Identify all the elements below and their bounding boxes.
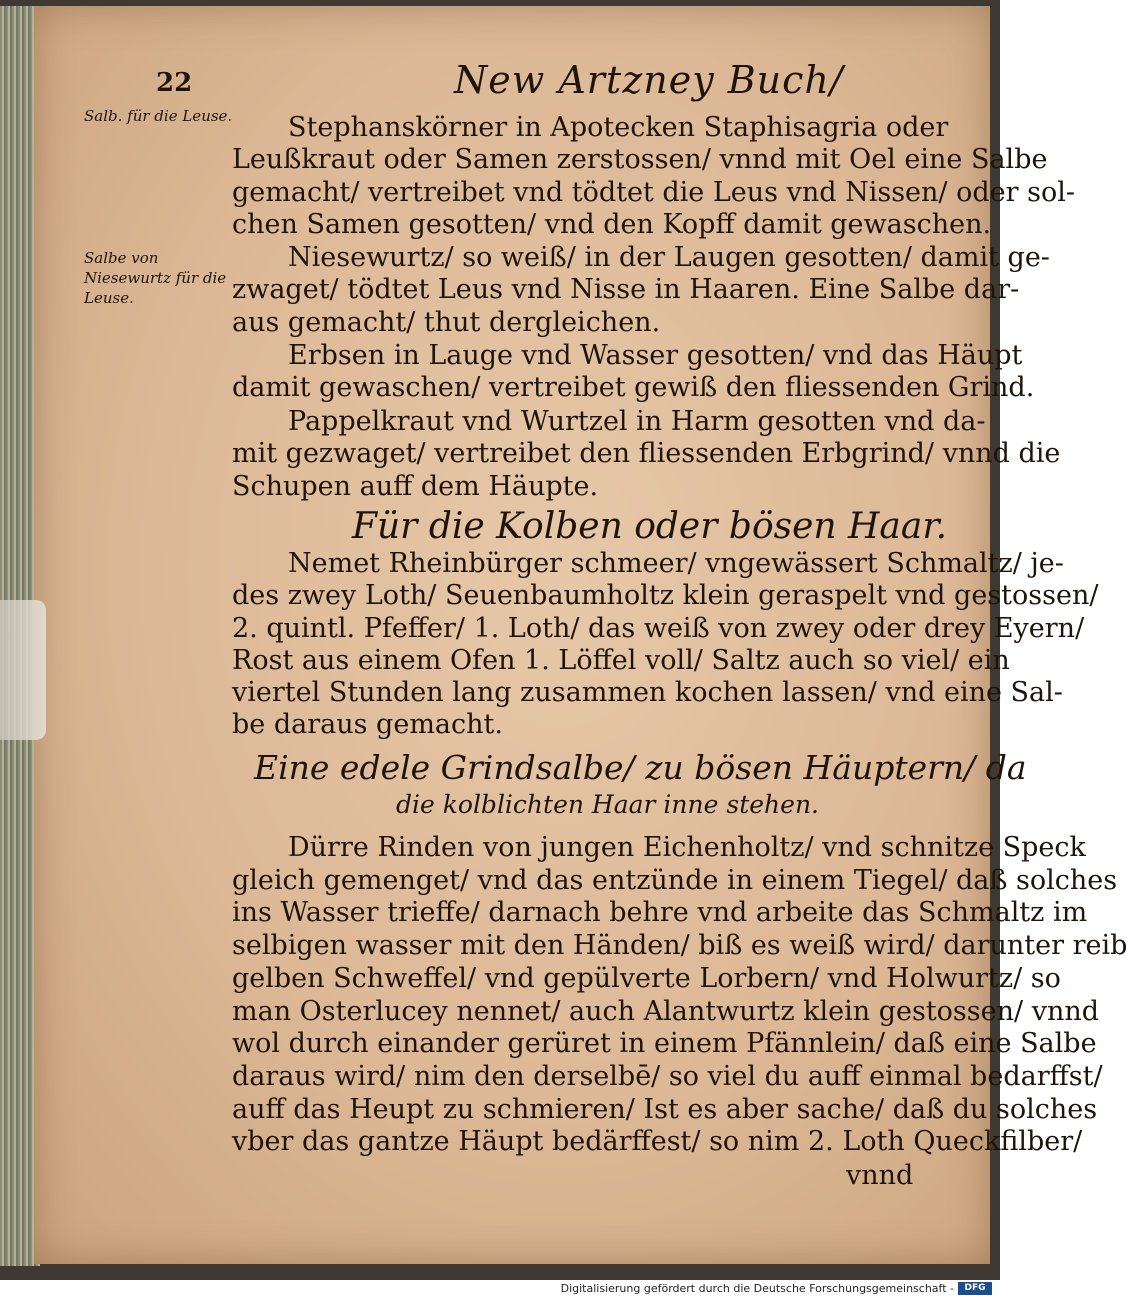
- text-line: Rost aus einem Ofen 1. Löffel voll/ Saltz auch so viel/ ein: [232, 644, 1010, 676]
- funding-credit: Digitalisierung gefördert durch die Deutsche Forschungsgemeinschaft -: [560, 1282, 954, 1295]
- text-line: vber das gantze Häupt bedärffest/ so nim 2. Loth Queckfilber/: [232, 1126, 1083, 1158]
- text-line: Erbsen in Lauge vnd Wasser gesotten/ vnd das Häupt: [288, 340, 1023, 371]
- text-line: mit gezwaget/ vertreibet den fliessenden Erbgrind/ vnnd die: [232, 438, 1061, 470]
- text-line: be daraus gemacht.: [232, 709, 503, 741]
- text-line: zwaget/ tödtet Leus vnd Nisse in Haaren. Eine Salbe dar-: [232, 274, 1020, 306]
- page-clip: [0, 600, 46, 740]
- text-line: Stephanskörner in Apotecken Staphisagria oder: [288, 112, 949, 143]
- text-line: auff das Heupt zu schmieren/ Ist es aber sache/ daß du solches: [232, 1093, 1098, 1125]
- section-heading-grindsalbe: Eine edele Grindsalbe/ zu bösen Häuptern/ da: [254, 748, 1027, 787]
- text-line: gelben Schweffel/ vnd gepülverte Lorbern/ vnd Holwurtz/ so: [232, 962, 1061, 994]
- text-line: damit gewaschen/ vertreibet gewiß den fliessenden Grind.: [232, 372, 1035, 404]
- running-head: New Artzney Buch/: [454, 58, 844, 102]
- catchword: vnnd: [846, 1160, 914, 1191]
- text-line: wol durch einander gerüret in einem Pfännlein/ daß eine Salbe: [232, 1028, 1097, 1060]
- text-line: gleich gemenget/ vnd das entzünde in einem Tiegel/ daß solches: [232, 864, 1118, 896]
- text-line: 2. quintl. Pfeffer/ 1. Loth/ das weiß von zwey oder drey Eyern/: [232, 612, 1085, 644]
- text-line: man Osterlucey nennet/ auch Alantwurtz klein gestossen/ vnnd: [232, 995, 1100, 1027]
- page-number: 22: [156, 68, 193, 98]
- text-line: daraus wird/ nim den derselbē/ so viel du auff einmal bedarffst/: [232, 1060, 1103, 1092]
- section-heading-kolben: Für die Kolben oder bösen Haar.: [352, 506, 948, 547]
- text-line: chen Samen gesotten/ vnd den Kopff damit gewaschen.: [232, 208, 992, 240]
- text-line: Pappelkraut vnd Wurtzel in Harm gesotten vnd da-: [288, 406, 986, 437]
- text-line: Nemet Rheinbürger schmeer/ vngewässert Schmaltz/ je-: [288, 548, 1064, 579]
- paragraph-pappelkraut: [232, 406, 1061, 503]
- paragraph-erbsen: [232, 340, 1035, 405]
- text-line: selbigen wasser mit den Händen/ biß es weiß wird/ darunter reib: [232, 930, 1127, 962]
- text-line: aus gemacht/ thut dergleichen.: [232, 306, 661, 338]
- text-line: gemacht/ vertreibet vnd tödtet die Leus vnd Nissen/ oder sol-: [232, 176, 1075, 208]
- text-line: Leußkraut oder Samen zerstossen/ vnnd mit Oel eine Salbe: [232, 144, 1048, 176]
- book-page: [34, 6, 1127, 1264]
- text-line: des zwey Loth/ Seuenbaumholtz klein geraspelt vnd gestossen/: [232, 580, 1099, 612]
- paragraph-duerre-rinden: [232, 832, 1127, 1159]
- paragraph-stephanskoerner: [232, 112, 1075, 241]
- paragraph-niesewurtz: [232, 242, 1050, 339]
- dfg-logo: DFG: [958, 1282, 992, 1295]
- margin-note-1: Salb. für die Leuse.: [84, 107, 233, 125]
- text-line: viertel Stunden lang zusammen kochen lassen/ vnd eine Sal-: [232, 677, 1063, 709]
- footer-bar: [0, 1280, 1000, 1298]
- section-subheading-grindsalbe: die kolblichten Haar inne stehen.: [396, 790, 819, 819]
- text-line: ins Wasser trieffe/ darnach behre vnd arbeite das Schmaltz im: [232, 897, 1088, 929]
- paragraph-rheinbuerger: [232, 548, 1099, 742]
- text-line: Dürre Rinden von jungen Eichenholtz/ vnd schnitze Speck: [288, 832, 1086, 863]
- text-line: Schupen auff dem Häupte.: [232, 470, 599, 502]
- text-line: Niesewurtz/ so weiß/ in der Laugen gesotten/ damit ge-: [288, 242, 1050, 273]
- margin-note-2: Salbe von Niesewurtz für die Leuse.: [84, 249, 227, 307]
